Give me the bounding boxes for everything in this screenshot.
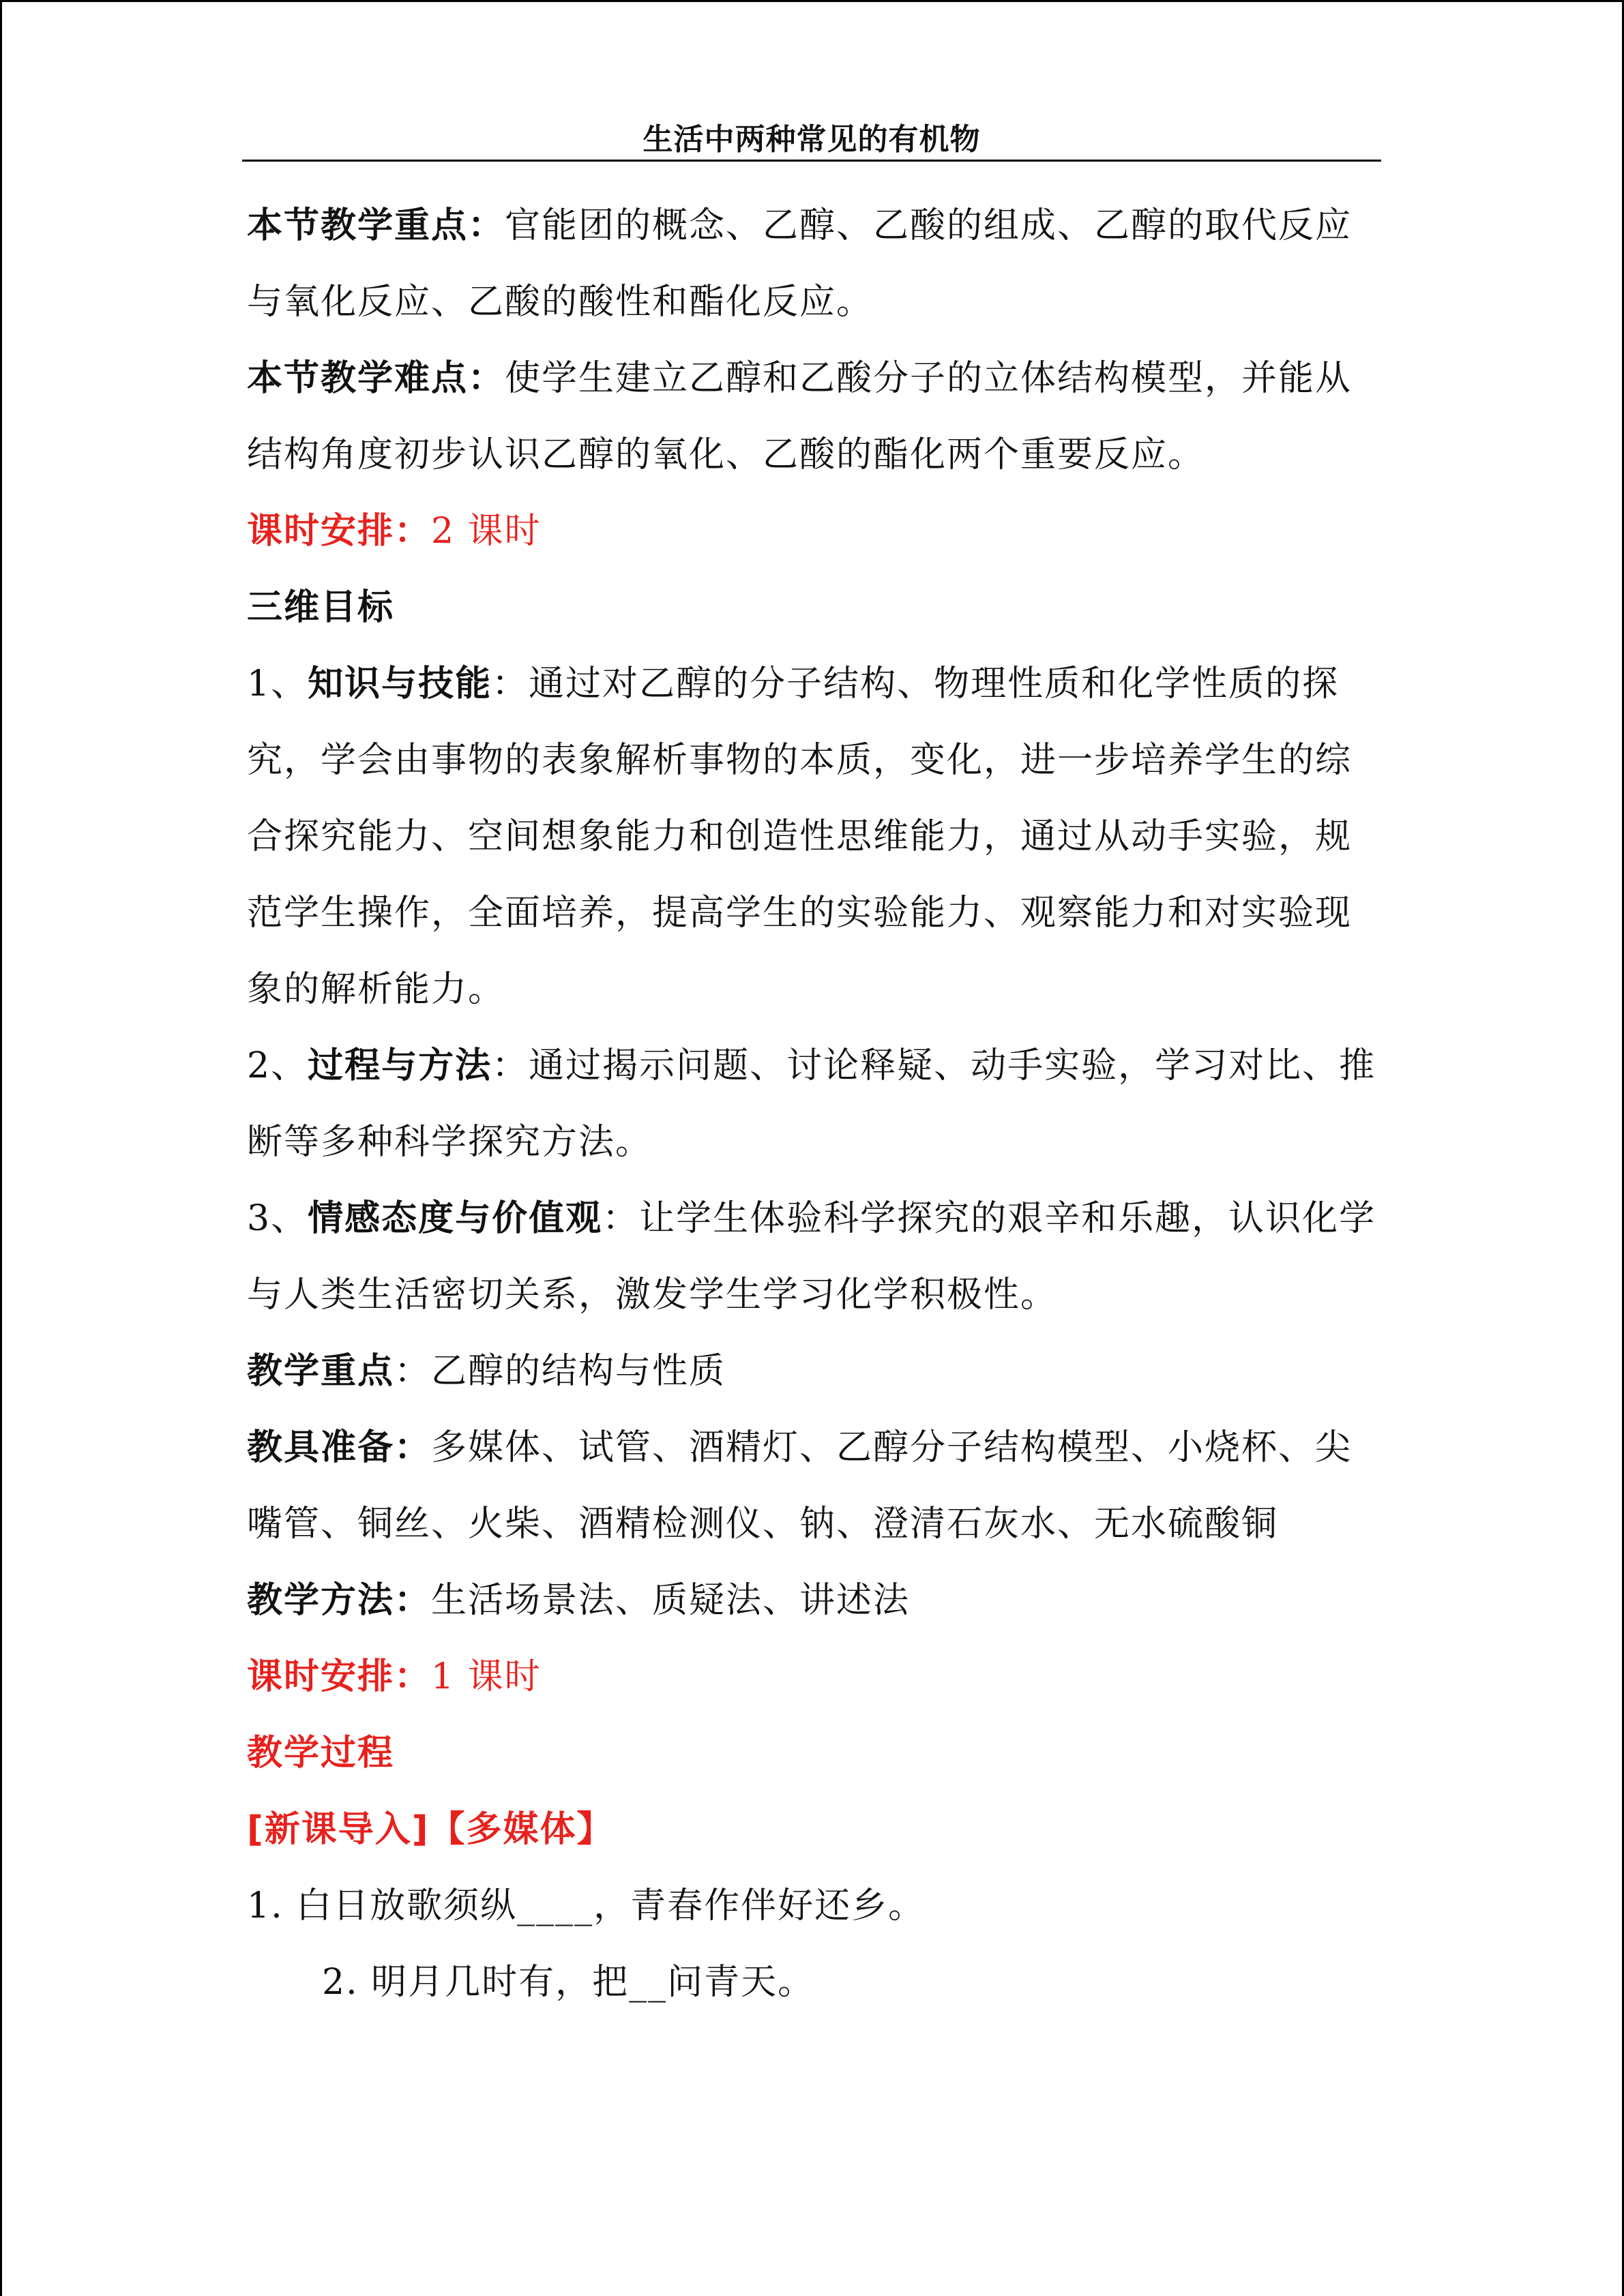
focus-text: 官能团的概念、乙醇、乙酸的组成、乙醇的取代反应与氧化反应、乙酸的酸性和酯化反应。 [247,205,1353,323]
schedule-text-1: 2 课时 [431,511,542,552]
goal-number-3: 3、 [247,1198,308,1239]
goal-text-1: 通过对乙醇的分子结构、物理性质和化学性质的探究，学会由事物的表象解析事物的本质，变化，进一步培养学生的综合探究能力、空间想象能力和创造性思维能力，通过从动手实验，规范学生操作，全面培养，提高学生的实验能力、观察能力和对实验现象的解析能力。 [247,664,1353,1010]
question-1: 1. 白日放歌须纵____，青春作伴好还乡。 [247,1885,926,1926]
schedule-paragraph-2 [247,1639,1379,1715]
question-2: 2. 明月几时有，把__问青天。 [322,1962,815,2003]
key-point-text: 乙醇的结构与性质 [431,1351,726,1392]
goal-item-1 [247,646,1379,1028]
schedule-label-1: 课时安排： [247,511,432,552]
page-border-left [0,0,2,2296]
method-paragraph [247,1562,1379,1639]
goals-heading: 三维目标 [247,587,395,628]
goal-label-2: 过程与方法 [308,1045,492,1086]
intro-heading: [新课导入]【多媒体】 [247,1809,614,1850]
goal-text-2: 通过揭示问题、讨论释疑、动手实验，学习对比、推断等多种科学探究方法。 [247,1045,1376,1163]
goal-item-3 [247,1180,1379,1333]
key-point-colon: ： [394,1351,432,1392]
equipment-text: 多媒体、试管、酒精灯、乙醇分子结构模型、小烧杯、尖嘴管、铜丝、火柴、酒精检测仪、钠、澄清石灰水、无水硫酸铜 [247,1427,1353,1545]
goal-number-1: 1、 [247,664,308,704]
key-point-paragraph [247,1333,1379,1410]
method-text: 生活场景法、质疑法、讲述法 [431,1580,911,1621]
header-rule [242,160,1381,162]
process-heading: 教学过程 [247,1733,395,1774]
schedule-text-2: 1 课时 [431,1656,542,1697]
page-border-top [0,0,1624,2]
difficulty-paragraph [247,340,1379,493]
schedule-paragraph-1 [247,493,1379,569]
equipment-label: 教具准备： [247,1427,432,1468]
goal-item-2 [247,1028,1379,1180]
difficulty-label: 本节教学难点： [247,358,505,399]
focus-paragraph [247,188,1379,340]
method-label: 教学方法： [247,1580,432,1621]
goal-label-3: 情感态度与价值观 [308,1198,603,1239]
goal-number-2: 2、 [247,1045,308,1086]
header-title: 生活中两种常见的有机物 [643,122,981,157]
goal-text-3: 让学生体验科学探究的艰辛和乐趣，认识化学与人类生活密切关系，激发学生学习化学积极性。 [247,1198,1376,1315]
focus-label: 本节教学重点： [247,205,505,246]
equipment-paragraph [247,1410,1379,1562]
schedule-label-2: 课时安排： [247,1656,432,1697]
goal-colon-2: ： [492,1045,529,1086]
goal-label-1: 知识与技能 [308,664,492,704]
goal-colon-3: ： [602,1198,640,1239]
key-point-label: 教学重点 [247,1351,395,1392]
document-body [247,188,1379,2021]
goal-colon-1: ： [492,664,529,704]
difficulty-text: 使学生建立乙醇和乙酸分子的立体结构模型，并能从结构角度初步认识乙醇的氧化、乙酸的酯化两个重要反应。 [247,358,1353,475]
